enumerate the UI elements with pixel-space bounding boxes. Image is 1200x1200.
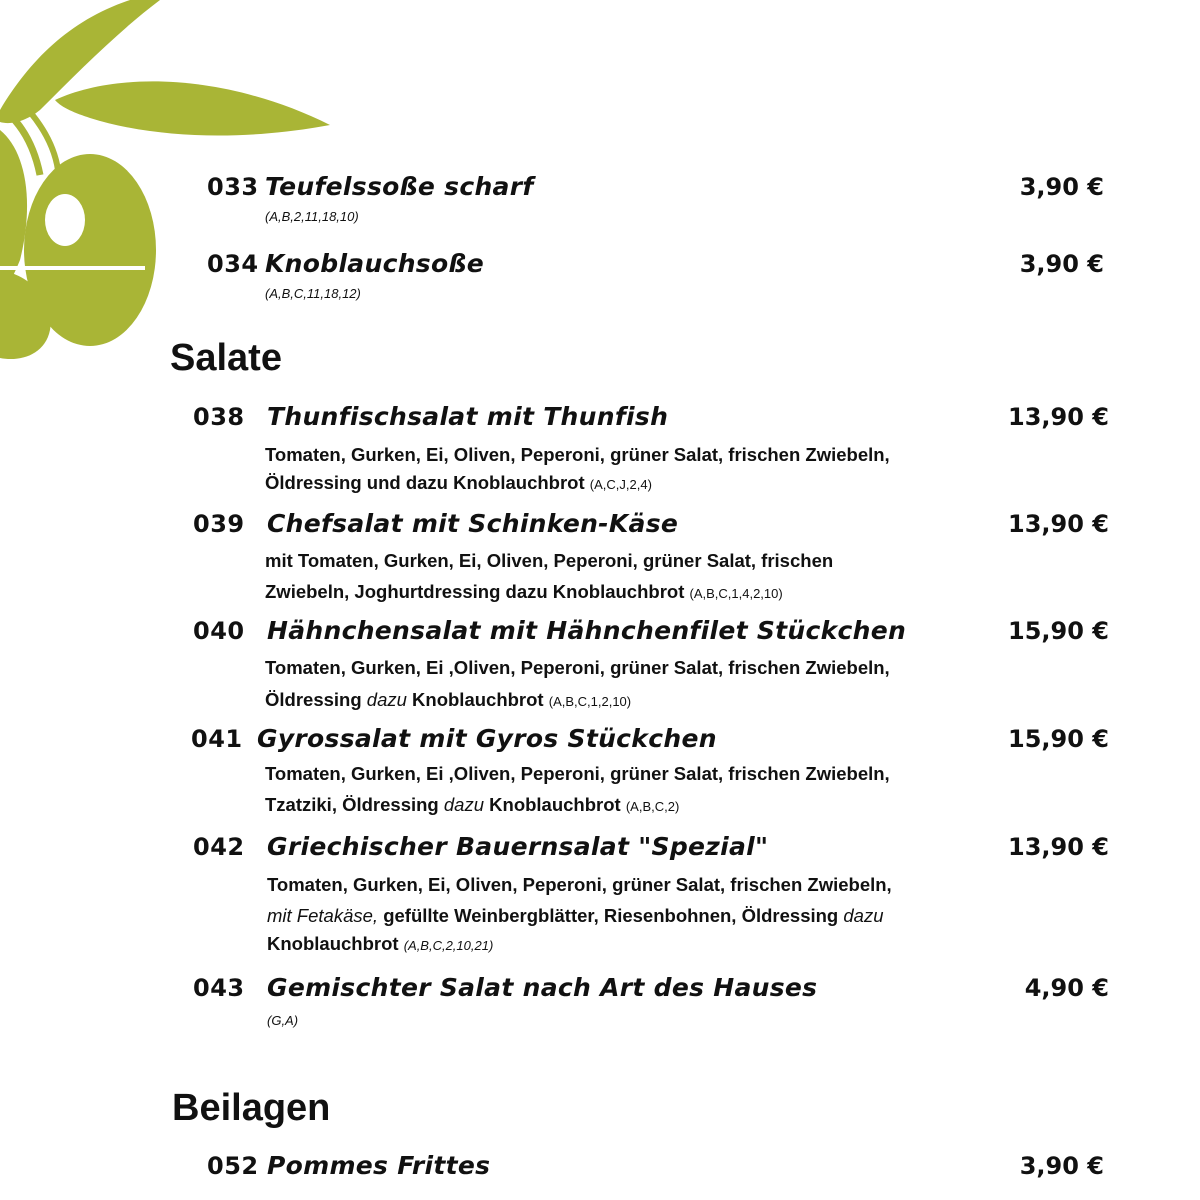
description-text: Tomaten, Gurken, Ei, Oliven, Peperoni, grüner Salat, frischen Zwiebeln,: [267, 874, 892, 895]
item-allergens: (A,B,2,11,18,10): [265, 209, 359, 224]
description-text: Öldressing: [265, 689, 362, 710]
item-allergens: (A,C,J,2,4): [589, 477, 652, 492]
description-text: mit Fetakäse,: [267, 905, 379, 926]
item-allergens: (A,B,C,2,10,21): [403, 938, 494, 953]
item-price: 13,90 €: [1008, 403, 1109, 431]
item-allergens: (A,B,C,11,18,12): [265, 286, 361, 301]
item-price: 13,90 €: [1008, 510, 1109, 538]
item-price: 15,90 €: [1008, 725, 1109, 753]
description-text: Knoblauchbrot: [412, 689, 544, 710]
description-text: mit Tomaten, Gurken, Ei, Oliven, Peperoni, grüner Salat, frischen: [265, 550, 834, 571]
description-text: Knoblauchbrot: [489, 794, 621, 815]
item-name: Thunfischsalat mit Thunfish: [267, 402, 669, 431]
item-number: 041: [191, 725, 243, 753]
item-number: 042: [193, 833, 245, 861]
item-number: 038: [193, 403, 245, 431]
item-description-line: [265, 546, 833, 575]
item-number: 052: [207, 1152, 259, 1180]
item-description-line: [265, 653, 890, 682]
item-name: Pommes Frittes: [267, 1151, 491, 1180]
item-name: Hähnchensalat mit Hähnchenfilet Stückchen: [267, 616, 907, 645]
item-description-line: [265, 759, 890, 788]
item-name: Griechischer Bauernsalat "Spezial": [267, 832, 769, 861]
item-description-line: [265, 685, 631, 716]
item-price: 4,90 €: [1024, 974, 1109, 1002]
item-name: Gyrossalat mit Gyros Stückchen: [257, 724, 717, 753]
item-price: 3,90 €: [1019, 250, 1104, 278]
item-number: 033: [207, 173, 259, 201]
description-text: Tzatziki, Öldressing: [265, 794, 439, 815]
item-price: 3,90 €: [1019, 1152, 1104, 1180]
item-description-line: [267, 901, 884, 930]
item-number: 039: [193, 510, 245, 538]
item-price: 3,90 €: [1019, 173, 1104, 201]
section-title-sides: Beilagen: [172, 1087, 331, 1129]
section-title-salads: Salate: [170, 337, 282, 379]
item-price: 13,90 €: [1008, 833, 1109, 861]
item-description-line: [265, 577, 783, 608]
item-number: 034: [207, 250, 259, 278]
description-text: Knoblauchbrot: [267, 933, 399, 954]
item-allergens: (A,B,C,2): [625, 799, 680, 814]
item-number: 043: [193, 974, 245, 1002]
description-text: Zwiebeln, Joghurtdressing dazu Knoblauchbrot: [265, 581, 685, 602]
item-allergens: (A,B,C,1,4,2,10): [689, 586, 783, 601]
item-name: Teufelssoße scharf: [265, 172, 534, 201]
item-price: 15,90 €: [1008, 617, 1109, 645]
item-description-line: [265, 468, 652, 499]
description-text: dazu: [843, 905, 884, 926]
description-text: dazu: [443, 794, 485, 815]
item-description-line: [265, 790, 679, 821]
item-name: Chefsalat mit Schinken-Käse: [267, 509, 679, 538]
item-description-line: [265, 440, 890, 469]
description-text: Tomaten, Gurken, Ei ,Oliven, Peperoni, grüner Salat, frischen Zwiebeln,: [265, 763, 890, 784]
item-allergens: (A,B,C,1,2,10): [548, 694, 632, 709]
item-number: 040: [193, 617, 245, 645]
description-text: Tomaten, Gurken, Ei ,Oliven, Peperoni, grüner Salat, frischen Zwiebeln,: [265, 657, 890, 678]
description-text: Tomaten, Gurken, Ei, Oliven, Peperoni, grüner Salat, frischen Zwiebeln,: [265, 444, 890, 465]
item-name: Knoblauchsoße: [265, 249, 484, 278]
description-text: Öldressing und dazu Knoblauchbrot: [265, 472, 585, 493]
item-name: Gemischter Salat nach Art des Hauses: [267, 973, 818, 1002]
description-text: gefüllte Weinbergblätter, Riesenbohnen, Öldressing: [383, 905, 839, 926]
description-text: dazu: [366, 689, 407, 710]
item-description-line: [267, 870, 892, 899]
item-description-line: [267, 929, 493, 960]
item-allergens: (G,A): [267, 1013, 299, 1028]
